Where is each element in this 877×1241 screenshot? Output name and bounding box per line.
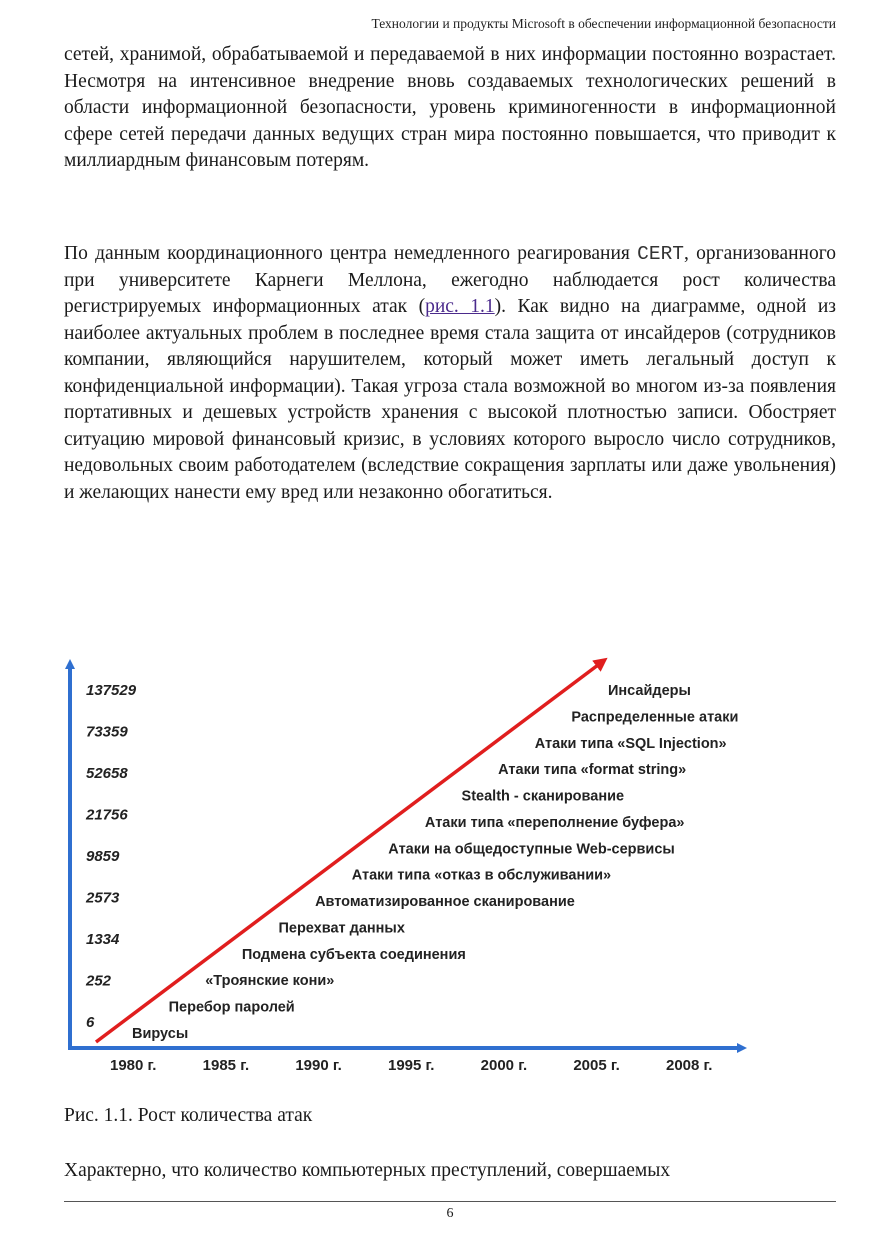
paragraph-3: Характерно, что количество компьютерных преступлений, совершаемых bbox=[64, 1160, 671, 1181]
page-number: 6 bbox=[446, 1206, 454, 1221]
paragraph-1: сетей, хранимой, обрабатываемой и передаваемой в них информации постоянно возрастает. Несмотря на интенсивное внедрение вновь создаваемых технологических решений в области информационной безопасности, уровень криминогенности в информационной сфере сетей передачи данных ведущих стран мира постоянно повышается, что приводит к миллиардным финансовым потерям. bbox=[64, 44, 836, 171]
chart-annotation: Перехват данных bbox=[278, 920, 405, 937]
paragraph-2-text-a: По данным координационного центра немедленного реагирования bbox=[64, 243, 638, 264]
chart-annotation: Атаки типа «переполнение буфера» bbox=[424, 814, 685, 831]
y-tick-label: 73359 bbox=[86, 723, 128, 741]
y-tick-label: 52658 bbox=[86, 765, 128, 782]
y-tick-label: 9859 bbox=[86, 848, 120, 865]
y-tick-label: 252 bbox=[86, 972, 112, 990]
chart-annotation: Stealth - сканирование bbox=[461, 788, 625, 805]
running-header: Технологии и продукты Microsoft в обеспечении информационной безопасности bbox=[371, 16, 836, 31]
figure-caption: Рис. 1.1. Рост количества атак bbox=[64, 1105, 313, 1126]
chart-annotation: Подмена субъекта соединения bbox=[241, 946, 466, 963]
attack-growth-chart bbox=[60, 652, 760, 1082]
x-tick-label: 2000 г. bbox=[480, 1057, 528, 1074]
paragraph-2-text-c: ). Как видно на диаграмме, одной из наиболее актуальных проблем в последнее время стала защита от инсайдеров (сотрудников компании, являющийся нарушителем, который может иметь легальный доступ к конфиденциальной информации). Такая угроза стала возможной во многом из-за появления портативных и дешевых устройств хранения с высокой плотностью записи. Обостряет ситуацию мировой финансовый кризис, в условиях которого выросло число сотрудников, недовольных своим работодателем (вследствие сокращения зарплаты или даже увольнения) и желающих нанести ему вред или незаконно обогатиться. bbox=[64, 296, 836, 503]
paragraph-2 bbox=[64, 241, 836, 506]
paragraph-2-text-b: , организованного при университете Карнеги Меллона, ежегодно наблюдается рост количества регистрируемых информационных атак ( bbox=[64, 243, 836, 317]
chart-annotation: «Троянские кони» bbox=[205, 973, 335, 990]
chart-annotation: Атаки типа «отказ в обслуживании» bbox=[351, 867, 612, 884]
x-tick-label: 2005 г. bbox=[573, 1057, 620, 1074]
figure-reference-link[interactable]: рис. 1.1 bbox=[425, 296, 495, 317]
chart-annotation: Распределенные атаки bbox=[571, 709, 739, 726]
y-tick-label: 2573 bbox=[86, 889, 120, 907]
chart-annotation: Автоматизированное сканирование bbox=[315, 894, 575, 911]
chart-annotation: Атаки типа «format string» bbox=[498, 762, 687, 779]
x-tick-label: 1990 г. bbox=[295, 1057, 342, 1074]
cert-term: CERT bbox=[637, 243, 684, 265]
y-tick-label: 6 bbox=[86, 1014, 95, 1031]
chart-annotation: Вирусы bbox=[132, 1026, 189, 1042]
footer-rule bbox=[64, 1201, 836, 1202]
chart-annotation: Перебор паролей bbox=[168, 999, 295, 1016]
chart-annotation: Атаки типа «SQL Injection» bbox=[534, 735, 727, 752]
x-tick-label: 1995 г. bbox=[388, 1057, 435, 1074]
chart-annotation: Атаки на общедоступные Web-сервисы bbox=[388, 841, 675, 858]
y-tick-label: 21756 bbox=[86, 806, 128, 824]
chart-annotation: Инсайдеры bbox=[608, 683, 691, 699]
x-tick-label: 1980 г. bbox=[110, 1057, 157, 1074]
x-tick-label: 1985 г. bbox=[202, 1057, 250, 1074]
y-tick-label: 137529 bbox=[86, 682, 137, 699]
x-tick-label: 2008 г. bbox=[666, 1057, 713, 1074]
y-tick-label: 1334 bbox=[86, 931, 120, 948]
